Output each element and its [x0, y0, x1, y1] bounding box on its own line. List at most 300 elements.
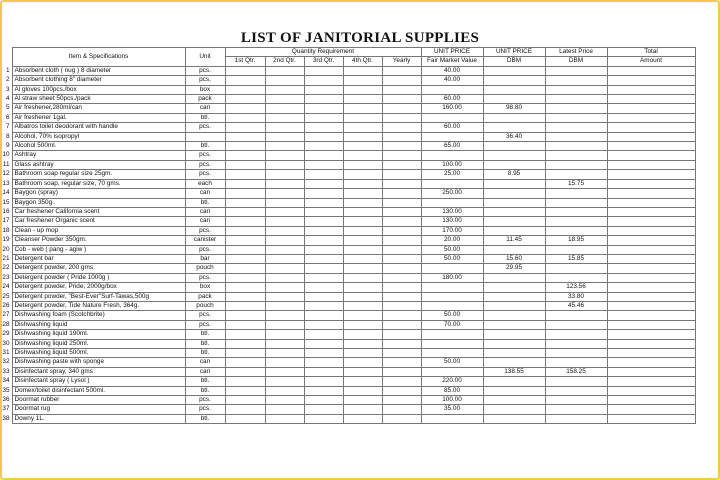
q2-cell [265, 292, 304, 301]
yearly-cell [382, 170, 421, 179]
unit-cell: btl. [185, 198, 225, 207]
header-q3: 3rd Qtr. [304, 57, 343, 66]
latest-price-cell [545, 311, 607, 320]
q2-cell [265, 339, 304, 348]
q3-cell [304, 301, 343, 310]
total-amount-cell [607, 226, 695, 235]
yearly-cell [382, 151, 421, 160]
q4-cell [343, 358, 382, 367]
total-amount-cell [607, 142, 695, 151]
unit-cell: pcs. [185, 320, 225, 329]
dbm-price-cell [483, 358, 545, 367]
q2-cell [265, 414, 304, 423]
item-cell: Cob - web ( pang - agiw ) [12, 245, 185, 254]
row-number: 15 [0, 198, 12, 207]
q1-cell [225, 349, 265, 358]
unit-price-cell: 250.00 [421, 189, 483, 198]
yearly-cell [382, 236, 421, 245]
table-row [0, 358, 695, 367]
header-q2: 2nd Qtr. [265, 57, 304, 66]
dbm-price-cell [483, 377, 545, 386]
q2-cell [265, 320, 304, 329]
row-number: 9 [0, 142, 12, 151]
unit-cell: btl. [185, 142, 225, 151]
table-row [0, 254, 695, 263]
q4-cell [343, 330, 382, 339]
q1-cell [225, 217, 265, 226]
row-number: 25 [0, 292, 12, 301]
total-amount-cell [607, 95, 695, 104]
q2-cell [265, 76, 304, 85]
q1-cell [225, 76, 265, 85]
total-amount-cell [607, 396, 695, 405]
q2-cell [265, 179, 304, 188]
header-amount: Amount [607, 57, 695, 66]
unit-cell: pcs. [185, 273, 225, 282]
latest-price-cell [545, 85, 607, 94]
q1-cell [225, 273, 265, 282]
latest-price-cell [545, 66, 607, 75]
table-row [0, 198, 695, 207]
q3-cell [304, 292, 343, 301]
table-row [0, 273, 695, 282]
unit-price-cell: 20.00 [421, 236, 483, 245]
unit-cell: btl. [185, 113, 225, 122]
unit-cell: pcs. [185, 151, 225, 160]
row-number: 2 [0, 76, 12, 85]
row-number: 28 [0, 320, 12, 329]
q3-cell [304, 76, 343, 85]
q2-cell [265, 283, 304, 292]
q2-cell [265, 330, 304, 339]
table-row [0, 386, 695, 395]
unit-price-cell: 25.00 [421, 170, 483, 179]
total-amount-cell [607, 170, 695, 179]
q4-cell [343, 207, 382, 216]
total-amount-cell [607, 151, 695, 160]
latest-price-cell [545, 264, 607, 273]
yearly-cell [382, 179, 421, 188]
header-fair-market-value: Fair Market Value [421, 57, 483, 66]
q4-cell [343, 311, 382, 320]
latest-price-cell [545, 132, 607, 141]
latest-price-cell [545, 414, 607, 423]
item-cell: Bathroom soap, regular size, 70 gms. [12, 179, 185, 188]
unit-price-cell [421, 113, 483, 122]
unit-price-cell: 60.00 [421, 123, 483, 132]
table-row [0, 226, 695, 235]
yearly-cell [382, 160, 421, 169]
yearly-cell [382, 104, 421, 113]
table-row [0, 170, 695, 179]
total-amount-cell [607, 254, 695, 263]
q1-cell [225, 367, 265, 376]
total-amount-cell [607, 207, 695, 216]
q3-cell [304, 132, 343, 141]
q3-cell [304, 189, 343, 198]
item-cell: Car freshener California scent [12, 207, 185, 216]
dbm-price-cell [483, 142, 545, 151]
unit-price-cell [421, 349, 483, 358]
latest-price-cell [545, 142, 607, 151]
q1-cell [225, 320, 265, 329]
table-row [0, 132, 695, 141]
item-cell: Air freshener,280ml/can [12, 104, 185, 113]
dbm-price-cell [483, 179, 545, 188]
header-unit: Unit [185, 48, 225, 67]
q4-cell [343, 283, 382, 292]
row-number: 19 [0, 236, 12, 245]
latest-price-cell [545, 386, 607, 395]
row-number: 22 [0, 264, 12, 273]
header-item: Item & Specifications [12, 48, 185, 67]
q4-cell [343, 160, 382, 169]
total-amount-cell [607, 311, 695, 320]
row-number: 14 [0, 189, 12, 198]
dbm-price-cell [483, 95, 545, 104]
table-row [0, 95, 695, 104]
yearly-cell [382, 358, 421, 367]
table-row [0, 330, 695, 339]
latest-price-cell [545, 207, 607, 216]
unit-cell: pack [185, 95, 225, 104]
unit-price-cell: 40.00 [421, 76, 483, 85]
yearly-cell [382, 66, 421, 75]
q3-cell [304, 283, 343, 292]
unit-cell: pcs. [185, 66, 225, 75]
unit-cell: pouch [185, 301, 225, 310]
item-cell: Cleanser Powder 350gm. [12, 236, 185, 245]
item-cell: Clean - up mop [12, 226, 185, 235]
dbm-price-cell [483, 226, 545, 235]
row-number: 8 [0, 132, 12, 141]
unit-cell: pcs. [185, 226, 225, 235]
dbm-price-cell [483, 339, 545, 348]
unit-cell: btl. [185, 414, 225, 423]
unit-price-cell: 50.00 [421, 311, 483, 320]
row-number: 37 [0, 405, 12, 414]
q3-cell [304, 367, 343, 376]
q2-cell [265, 264, 304, 273]
latest-price-cell: 123.56 [545, 283, 607, 292]
q4-cell [343, 66, 382, 75]
table-row [0, 160, 695, 169]
unit-price-cell [421, 179, 483, 188]
total-amount-cell [607, 386, 695, 395]
table-row [0, 66, 695, 75]
q2-cell [265, 123, 304, 132]
latest-price-cell [545, 104, 607, 113]
yearly-cell [382, 311, 421, 320]
header-num-spacer-2 [0, 57, 12, 66]
yearly-cell [382, 377, 421, 386]
dbm-price-cell [483, 311, 545, 320]
table-row [0, 123, 695, 132]
unit-price-cell [421, 264, 483, 273]
q4-cell [343, 396, 382, 405]
unit-cell: pcs. [185, 170, 225, 179]
q1-cell [225, 179, 265, 188]
q4-cell [343, 151, 382, 160]
q2-cell [265, 367, 304, 376]
q2-cell [265, 151, 304, 160]
row-number: 30 [0, 339, 12, 348]
q4-cell [343, 198, 382, 207]
table-row [0, 85, 695, 94]
q1-cell [225, 377, 265, 386]
total-amount-cell [607, 330, 695, 339]
dbm-price-cell [483, 245, 545, 254]
q3-cell [304, 113, 343, 122]
total-amount-cell [607, 377, 695, 386]
unit-price-cell: 35.00 [421, 405, 483, 414]
dbm-price-cell: 29.95 [483, 264, 545, 273]
unit-cell: bar [185, 254, 225, 263]
yearly-cell [382, 254, 421, 263]
q2-cell [265, 236, 304, 245]
table-row [0, 142, 695, 151]
q1-cell [225, 414, 265, 423]
table-row [0, 283, 695, 292]
q4-cell [343, 349, 382, 358]
latest-price-cell [545, 113, 607, 122]
header-quantity-requirement: Quantity Requirement [225, 48, 421, 57]
dbm-price-cell [483, 160, 545, 169]
q1-cell [225, 236, 265, 245]
latest-price-cell [545, 245, 607, 254]
q1-cell [225, 66, 265, 75]
total-amount-cell [607, 405, 695, 414]
q2-cell [265, 349, 304, 358]
yearly-cell [382, 198, 421, 207]
total-amount-cell [607, 283, 695, 292]
latest-price-cell [545, 95, 607, 104]
row-number: 4 [0, 95, 12, 104]
row-number: 26 [0, 301, 12, 310]
total-amount-cell [607, 104, 695, 113]
table-row [0, 405, 695, 414]
table-row [0, 377, 695, 386]
q2-cell [265, 405, 304, 414]
dbm-price-cell: 138.55 [483, 367, 545, 376]
header-yearly: Yearly [382, 57, 421, 66]
item-cell: Absorbent cloth ( nug ) 8 diameter [12, 66, 185, 75]
latest-price-cell: 33.80 [545, 292, 607, 301]
item-cell: Dishwashing liquid 500ml. [12, 349, 185, 358]
header-q4: 4th Qtr. [343, 57, 382, 66]
row-number: 7 [0, 123, 12, 132]
q1-cell [225, 264, 265, 273]
unit-price-cell: 160.00 [421, 104, 483, 113]
q2-cell [265, 85, 304, 94]
q3-cell [304, 264, 343, 273]
q1-cell [225, 311, 265, 320]
item-cell: Albatros toilet deodorant with handle [12, 123, 185, 132]
unit-price-cell [421, 414, 483, 423]
q2-cell [265, 104, 304, 113]
unit-cell: btl. [185, 330, 225, 339]
total-amount-cell [607, 76, 695, 85]
unit-price-cell [421, 367, 483, 376]
yearly-cell [382, 123, 421, 132]
row-number: 3 [0, 85, 12, 94]
item-cell: Al straw sheet 50pcs./pack [12, 95, 185, 104]
q1-cell [225, 283, 265, 292]
unit-price-cell: 180.00 [421, 273, 483, 282]
latest-price-cell [545, 358, 607, 367]
q4-cell [343, 320, 382, 329]
unit-cell: pack [185, 292, 225, 301]
row-number: 10 [0, 151, 12, 160]
latest-price-cell: 15.75 [545, 179, 607, 188]
unit-price-cell [421, 151, 483, 160]
total-amount-cell [607, 349, 695, 358]
q4-cell [343, 367, 382, 376]
table-row [0, 414, 695, 423]
yearly-cell [382, 132, 421, 141]
q2-cell [265, 198, 304, 207]
q2-cell [265, 160, 304, 169]
q1-cell [225, 245, 265, 254]
row-number: 5 [0, 104, 12, 113]
q1-cell [225, 95, 265, 104]
total-amount-cell [607, 132, 695, 141]
q1-cell [225, 151, 265, 160]
unit-price-cell [421, 292, 483, 301]
total-amount-cell [607, 113, 695, 122]
row-number: 12 [0, 170, 12, 179]
table-row [0, 301, 695, 310]
latest-price-cell: 18.95 [545, 236, 607, 245]
q4-cell [343, 264, 382, 273]
q3-cell [304, 160, 343, 169]
q3-cell [304, 386, 343, 395]
q4-cell [343, 377, 382, 386]
table-row [0, 217, 695, 226]
row-number: 16 [0, 207, 12, 216]
q3-cell [304, 377, 343, 386]
unit-cell: canister [185, 236, 225, 245]
latest-price-cell [545, 349, 607, 358]
latest-price-cell [545, 76, 607, 85]
q3-cell [304, 207, 343, 216]
item-cell: Domex/toilet disinfectant 500ml. [12, 386, 185, 395]
item-cell: Dishwashing liquid 190ml. [12, 330, 185, 339]
item-cell: Doormat rubber [12, 396, 185, 405]
table-row [0, 320, 695, 329]
unit-price-cell: 100.00 [421, 160, 483, 169]
total-amount-cell [607, 85, 695, 94]
q2-cell [265, 95, 304, 104]
q2-cell [265, 386, 304, 395]
q4-cell [343, 76, 382, 85]
q3-cell [304, 358, 343, 367]
total-amount-cell [607, 414, 695, 423]
table-row [0, 339, 695, 348]
yearly-cell [382, 85, 421, 94]
yearly-cell [382, 367, 421, 376]
item-cell: Detergent powder, Tide Nature Fresh, 364g. [12, 301, 185, 310]
q4-cell [343, 254, 382, 263]
unit-price-cell: 40.00 [421, 66, 483, 75]
unit-cell [185, 132, 225, 141]
item-cell: Detergent powder, "Best-Ever"Surf-Tawas,500g [12, 292, 185, 301]
q4-cell [343, 245, 382, 254]
unit-price-cell: 50.00 [421, 254, 483, 263]
yearly-cell [382, 330, 421, 339]
table-row [0, 76, 695, 85]
unit-cell: can [185, 217, 225, 226]
row-number: 34 [0, 377, 12, 386]
supplies-table [0, 47, 696, 424]
latest-price-cell [545, 123, 607, 132]
item-cell: Doormat rug [12, 405, 185, 414]
q3-cell [304, 66, 343, 75]
q2-cell [265, 66, 304, 75]
dbm-price-cell [483, 113, 545, 122]
q3-cell [304, 273, 343, 282]
latest-price-cell: 45.46 [545, 301, 607, 310]
q3-cell [304, 85, 343, 94]
q1-cell [225, 301, 265, 310]
q2-cell [265, 358, 304, 367]
yearly-cell [382, 76, 421, 85]
unit-cell: pcs. [185, 396, 225, 405]
unit-price-cell: 130.00 [421, 207, 483, 216]
q3-cell [304, 123, 343, 132]
table-row [0, 207, 695, 216]
q4-cell [343, 170, 382, 179]
row-number: 17 [0, 217, 12, 226]
unit-price-cell: 60.00 [421, 95, 483, 104]
yearly-cell [382, 339, 421, 348]
unit-cell: pcs. [185, 405, 225, 414]
row-number: 27 [0, 311, 12, 320]
table-row [0, 179, 695, 188]
yearly-cell [382, 320, 421, 329]
table-row [0, 189, 695, 198]
header-row-1 [0, 48, 695, 57]
q4-cell [343, 189, 382, 198]
q1-cell [225, 330, 265, 339]
unit-cell: box [185, 85, 225, 94]
q1-cell [225, 85, 265, 94]
total-amount-cell [607, 236, 695, 245]
item-cell: Bathroom soap regular size 25gm. [12, 170, 185, 179]
q1-cell [225, 198, 265, 207]
item-cell: Disinfectant spray ( Lysol ) [12, 377, 185, 386]
yearly-cell [382, 264, 421, 273]
table-row [0, 245, 695, 254]
latest-price-cell [545, 320, 607, 329]
dbm-price-cell: 98.80 [483, 104, 545, 113]
yearly-cell [382, 292, 421, 301]
q3-cell [304, 151, 343, 160]
row-number: 38 [0, 414, 12, 423]
q4-cell [343, 113, 382, 122]
q4-cell [343, 386, 382, 395]
header-latest-dbm: DBM [545, 57, 607, 66]
unit-cell: can [185, 367, 225, 376]
q3-cell [304, 254, 343, 263]
item-cell: Car freshener Organic scent [12, 217, 185, 226]
unit-cell: pcs. [185, 123, 225, 132]
page-title: LIST OF JANITORIAL SUPPLIES [240, 30, 480, 46]
unit-cell: btl. [185, 339, 225, 348]
q4-cell [343, 217, 382, 226]
table-row [0, 113, 695, 122]
q2-cell [265, 273, 304, 282]
